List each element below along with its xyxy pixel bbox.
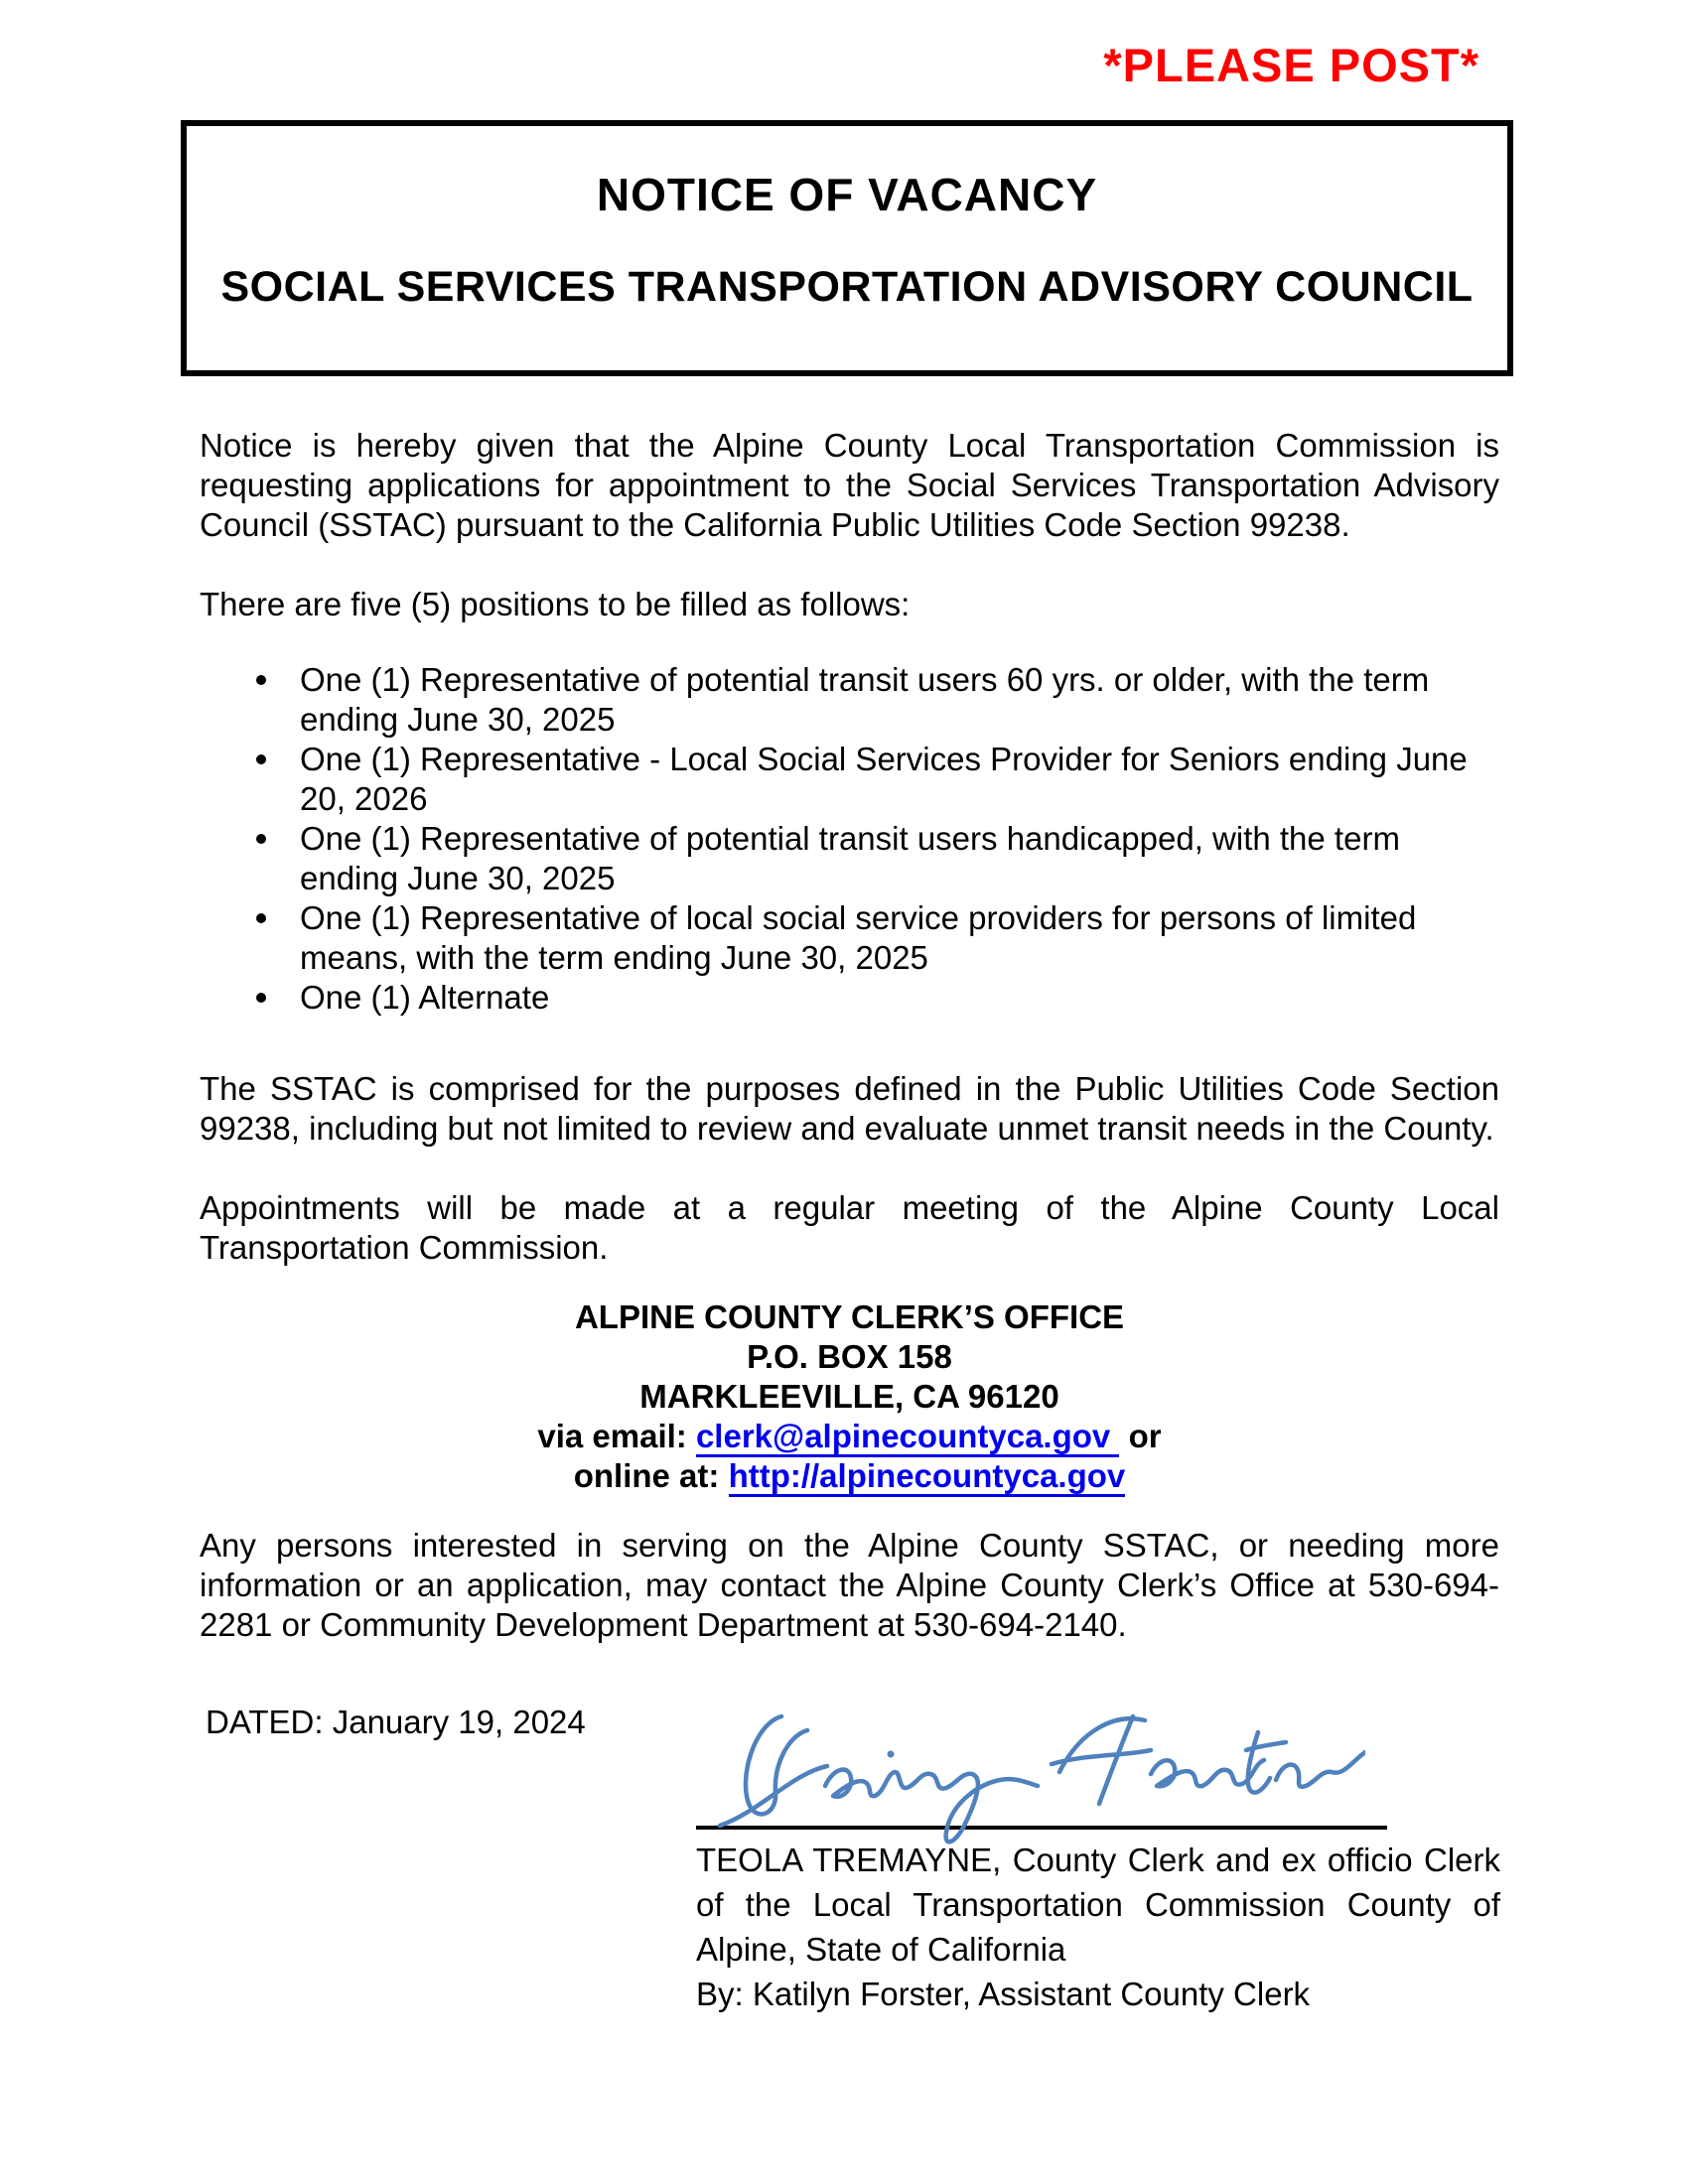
- paragraph-appointments: Appointments will be made at a regular meeting of the Alpine County Local Transportation Commission.: [200, 1189, 1499, 1266]
- email-label: via email:: [537, 1418, 696, 1454]
- list-item: One (1) Representative - Local Social Services Provider for Seniors ending June 20, 2026: [200, 740, 1499, 819]
- signature-line: [696, 1826, 1387, 1830]
- dated-line: DATED: January 19, 2024: [206, 1704, 586, 1740]
- contact-email-line: [200, 1417, 1499, 1456]
- list-item: One (1) Representative of local social service providers for persons of limited means, with the term ending June 30, 2025: [200, 898, 1499, 978]
- positions-list: [200, 660, 1499, 1018]
- paragraph-intro: Notice is hereby given that the Alpine County Local Transportation Commission is requesting applications for appointment to the Social Services Transportation Advisory Council (SSTAC) pursuant to the California Public Utilities Code Section 99238.: [200, 427, 1499, 543]
- contact-block: [200, 1297, 1499, 1496]
- list-item: One (1) Alternate: [200, 978, 1499, 1018]
- underline-gap: [1110, 1418, 1119, 1457]
- paragraph-sstac-purpose: The SSTAC is comprised for the purposes defined in the Public Utilities Code Section 99238, including but not limited to review and evaluate unmet transit needs in the County.: [200, 1070, 1499, 1147]
- paragraph-interested: Any persons interested in serving on the Alpine County SSTAC, or needing more information or an application, may contact the Alpine County Clerk’s Office at 530-694-2281 or Community Development Department at 530-694-2140.: [200, 1527, 1499, 1643]
- contact-city: MARKLEEVILLE, CA 96120: [639, 1378, 1059, 1415]
- clerk-attribution: TEOLA TREMAYNE, County Clerk and ex officio Clerk of the Local Transportation Commission County of Alpine, State of California: [696, 1842, 1500, 1968]
- email-suffix: or: [1128, 1418, 1162, 1454]
- list-item: One (1) Representative of potential transit users handicapped, with the term ending June 30, 2025: [200, 819, 1499, 898]
- list-item: One (1) Representative of potential transit users 60 yrs. or older, with the term ending June 30, 2025: [200, 660, 1499, 740]
- website-link[interactable]: http://alpinecountyca.gov: [729, 1457, 1126, 1497]
- document-body: [200, 426, 1499, 2016]
- contact-online-line: [200, 1456, 1499, 1496]
- signature-area: [200, 1703, 1499, 2016]
- signature-column: [696, 1703, 1500, 2016]
- online-label: online at:: [573, 1457, 729, 1494]
- contact-office: ALPINE COUNTY CLERK’S OFFICE: [574, 1298, 1125, 1335]
- notice-subtitle: SOCIAL SERVICES TRANSPORTATION ADVISORY COUNCIL: [220, 263, 1474, 311]
- email-link[interactable]: clerk@alpinecountyca.gov: [696, 1418, 1110, 1457]
- contact-po-box: P.O. BOX 158: [747, 1338, 952, 1375]
- notice-title: NOTICE OF VACANCY: [596, 169, 1098, 220]
- by-line: By: Katilyn Forster, Assistant County Clerk: [696, 1976, 1311, 2012]
- please-post-banner: *PLEASE POST*: [1103, 39, 1479, 91]
- paragraph-positions-intro: There are five (5) positions to be filled as follows:: [200, 586, 911, 622]
- notice-header-box: [181, 120, 1513, 376]
